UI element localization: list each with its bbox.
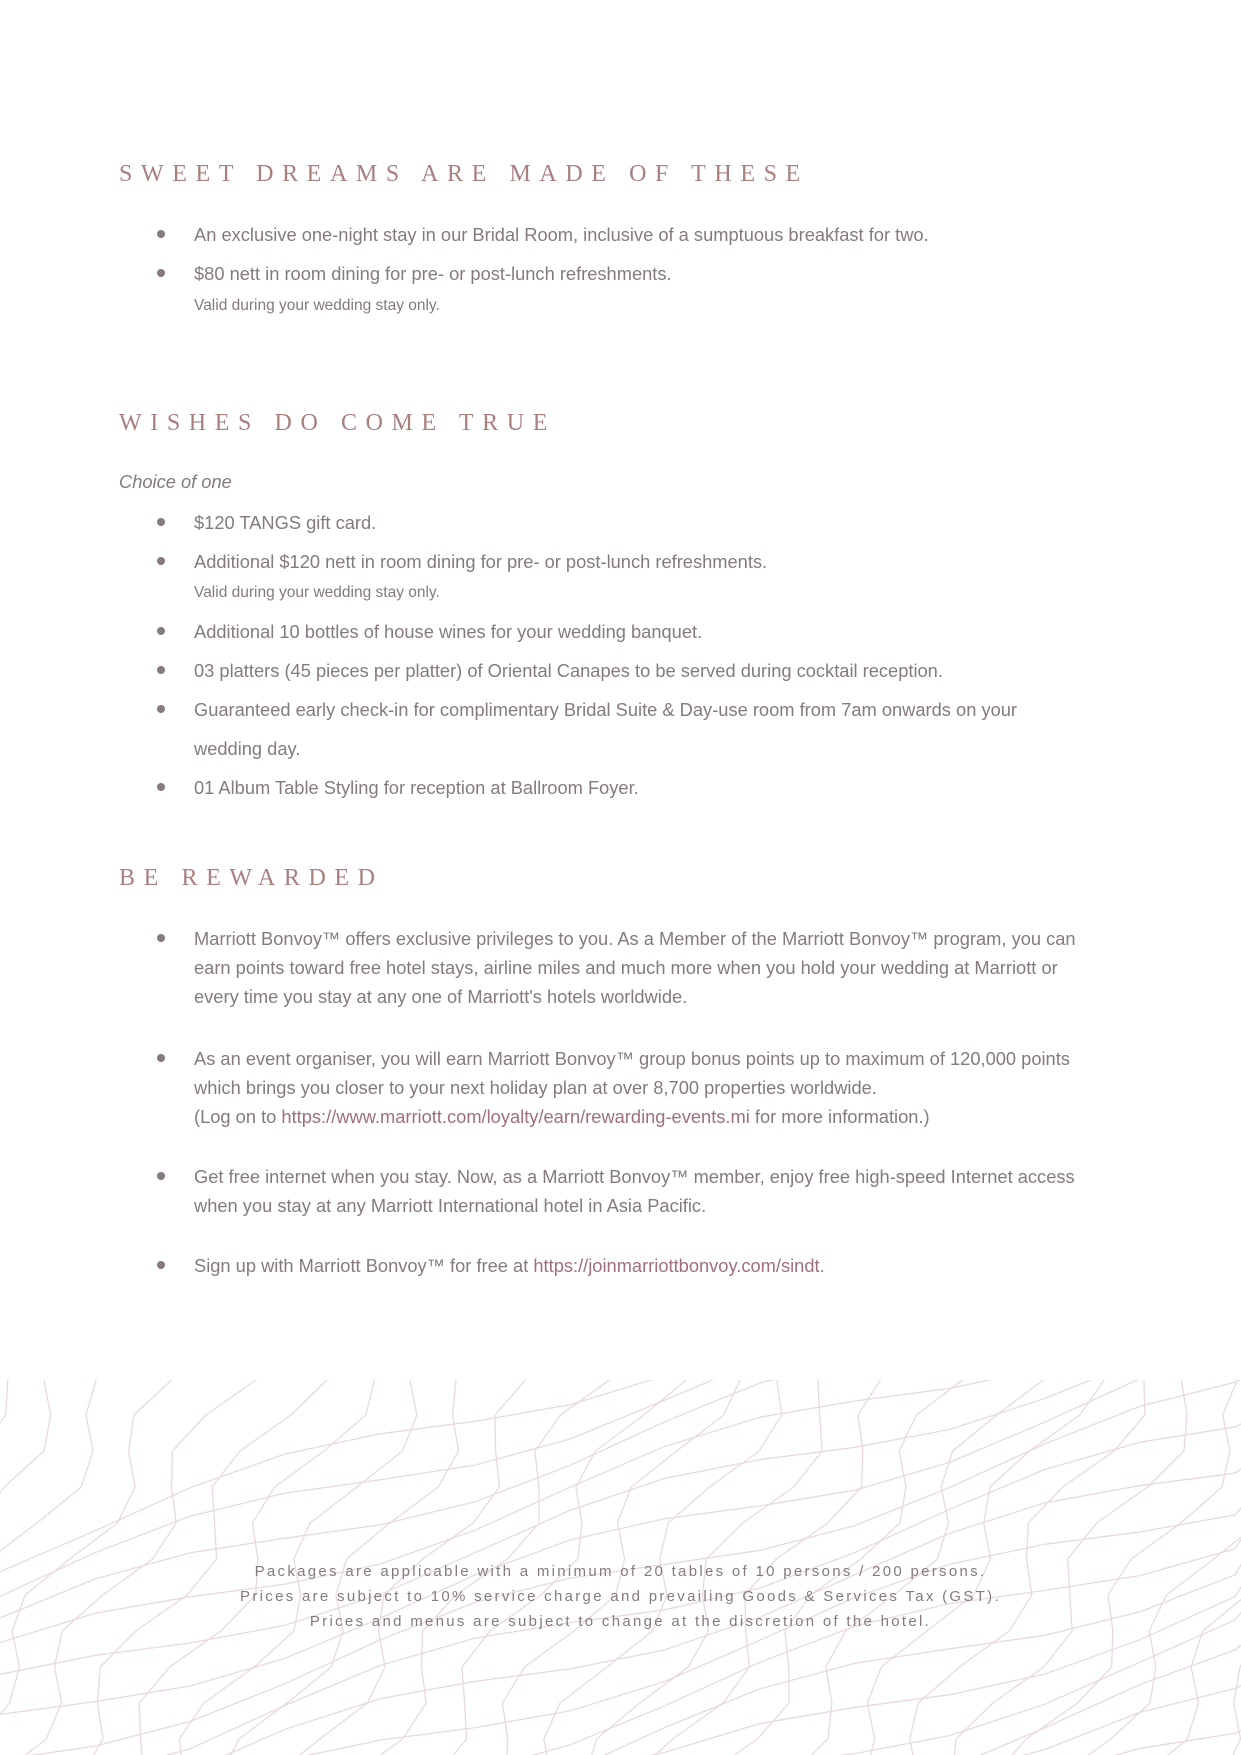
item-line: Marriott Bonvoy™ offers exclusive privileges to you. As a Member of the Marriott Bonvoy™ program, you can — [194, 928, 1076, 949]
item-line: every time you stay at any one of Marriott's hotels worldwide. — [194, 986, 688, 1007]
bullet-icon — [157, 230, 165, 238]
section-title-be-rewarded: BE REWARDED — [119, 865, 384, 891]
choice-subtitle: Choice of one — [119, 471, 232, 492]
list-item: An exclusive one-night stay in our Bridal Room, inclusive of a sumptuous breakfast for two. — [194, 224, 929, 245]
bullet-icon — [157, 1261, 165, 1269]
section-title-sweet-dreams: SWEET DREAMS ARE MADE OF THESE — [119, 161, 809, 187]
bullet-icon — [157, 627, 165, 635]
bullet-icon — [157, 518, 165, 526]
item-line: As an event organiser, you will earn Marriott Bonvoy™ group bonus points up to maximum of 120,000 points — [194, 1048, 1070, 1069]
list-item-continuation: wedding day. — [194, 738, 301, 759]
link-suffix: for more information.) — [749, 1106, 930, 1127]
wave-line — [0, 1380, 1241, 1714]
list-item — [194, 924, 1134, 1011]
list-item: 03 platters (45 pieces per platter) of Oriental Canapes to be served during cocktail reception. — [194, 660, 943, 681]
bullet-icon — [157, 1054, 165, 1062]
signup-prefix: Sign up with Marriott Bonvoy™ for free at — [194, 1255, 534, 1276]
item-line: when you stay at any Marriott International hotel in Asia Pacific. — [194, 1195, 707, 1216]
link-prefix: (Log on to — [194, 1106, 282, 1127]
join-bonvoy-link[interactable]: https://joinmarriottbonvoy.com/sindt — [533, 1255, 820, 1276]
bullet-icon — [157, 934, 165, 942]
list-item: Additional 10 bottles of house wines for your wedding banquet. — [194, 621, 703, 642]
list-item: Guaranteed early check-in for complimentary Bridal Suite & Day-use room from 7am onwards on your — [194, 699, 1018, 720]
item-line: earn points toward free hotel stays, airline miles and much more when you hold your wedding at Marriott or — [194, 957, 1058, 978]
bullet-icon — [157, 705, 165, 713]
footer-line: Prices are subject to 10% service charge and prevailing Goods & Services Tax (GST). — [240, 1588, 1001, 1605]
list-item — [194, 1251, 1134, 1280]
list-item: 01 Album Table Styling for reception at Ballroom Foyer. — [194, 777, 639, 798]
item-line: which brings you closer to your next holiday plan at over 8,700 properties worldwide. — [194, 1077, 877, 1098]
bullet-icon — [157, 557, 165, 565]
validity-note: Valid during your wedding stay only. — [194, 584, 440, 601]
bullet-icon — [157, 666, 165, 674]
list-item: Additional $120 nett in room dining for pre- or post-lunch refreshments. — [194, 551, 768, 572]
signup-suffix: . — [819, 1255, 825, 1276]
wave-line — [0, 1380, 1241, 1618]
item-line — [194, 1102, 1134, 1131]
rewarding-events-link[interactable]: https://www.marriott.com/loyalty/earn/rewarding-events.mi — [281, 1106, 750, 1127]
footer-line: Prices and menus are subject to change at the discretion of the hotel. — [309, 1613, 932, 1630]
list-item: $80 nett in room dining for pre- or post-lunch refreshments. — [194, 263, 672, 284]
footer-line: Packages are applicable with a minimum of 20 tables of 10 persons / 200 persons. — [254, 1563, 987, 1580]
list-item: $120 TANGS gift card. — [194, 512, 377, 533]
list-item — [194, 1044, 1134, 1131]
list-item — [194, 1162, 1134, 1220]
wave-line — [0, 1629, 1241, 1755]
section-title-wishes: WISHES DO COME TRUE — [119, 410, 556, 436]
item-line: Get free internet when you stay. Now, as a Marriott Bonvoy™ member, enjoy free high-speed Internet access — [194, 1166, 1075, 1187]
bullet-icon — [157, 269, 165, 277]
validity-note: Valid during your wedding stay only. — [194, 297, 440, 314]
bullet-icon — [157, 783, 165, 791]
bullet-icon — [157, 1172, 165, 1180]
